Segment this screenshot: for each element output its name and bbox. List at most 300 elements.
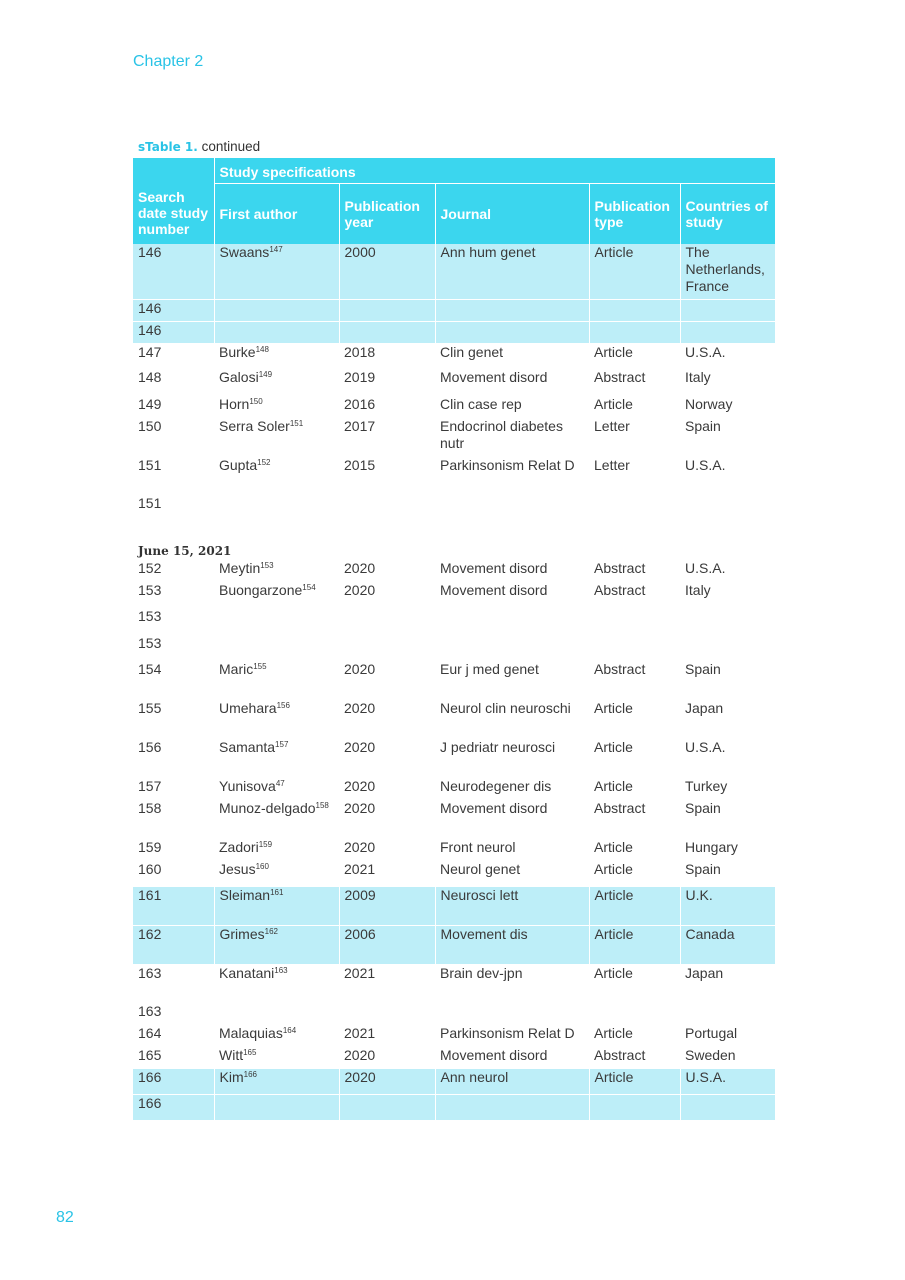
cell-publication-type-text: Article [594,1068,634,1085]
cell-publication-year-text: 2020 [344,777,376,794]
cell-first-author [214,1069,339,1095]
cell-first-author [214,495,339,533]
group-header: Study specifications [214,158,775,183]
cell-first-author-text: Grimes [219,926,265,942]
cell-study-number [133,396,214,418]
cell-journal [435,1095,589,1121]
cell-journal [435,926,589,965]
cell-journal-text: Movement disord [440,1046,548,1063]
cell-publication-type-text: Letter [594,417,630,434]
cell-journal [435,582,589,608]
cell-study-number-text: 165 [138,1046,162,1063]
cell-country [680,965,775,1003]
table-row [133,457,775,495]
table-row [133,635,775,661]
cell-study-number [133,344,214,369]
cell-journal [435,839,589,861]
cell-study-number [133,700,214,739]
table-row [133,608,775,635]
cell-publication-type [589,344,680,369]
cell-publication-year-text: 2020 [344,581,376,598]
cell-first-author [214,778,339,800]
cell-study-number [133,839,214,861]
cell-study-number [133,661,214,700]
cell-study-number-text: 146 [138,322,162,338]
cell-study-number [133,739,214,778]
cell-journal [435,495,589,533]
table-row [133,887,775,926]
column-header: Publication year [339,183,435,244]
cell-country [680,1047,775,1069]
cell-journal-text: Ann neurol [440,1068,509,1085]
cell-publication-year [339,608,435,635]
cell-country-text: Japan [685,965,724,981]
cell-publication-year-text: 2016 [344,395,376,412]
column-header: Publication type [589,183,680,244]
cell-first-author-text: Malaquias [219,1024,283,1041]
table-row [133,1025,775,1047]
cell-first-author [214,635,339,661]
cell-country [680,369,775,396]
cell-country-text: U.S.A. [685,559,726,576]
cell-study-number [133,608,214,635]
cell-publication-year [339,495,435,533]
reference-number: 155 [253,661,267,671]
cell-first-author-text: Kanatani [219,965,275,981]
cell-publication-year-text: 2020 [344,1046,376,1063]
cell-study-number [133,1069,214,1095]
cell-first-author [214,396,339,418]
cell-publication-year [339,926,435,965]
reference-number: 153 [260,560,274,570]
cell-study-number-text: 151 [138,494,162,511]
cell-study-number-text: 163 [138,1002,162,1019]
cell-study-number [133,495,214,533]
reference-number: 164 [282,1025,297,1035]
cell-journal-text: J pedriatr neurosci [440,738,556,755]
cell-study-number [133,926,214,965]
cell-publication-year-text: 2009 [344,886,376,903]
table-row [133,1003,775,1025]
cell-publication-year [339,369,435,396]
cell-publication-type [589,926,680,965]
cell-country-text: Norway [685,395,733,412]
reference-number: 149 [258,369,273,379]
cell-publication-type [589,1003,680,1025]
cell-first-author [214,1003,339,1025]
cell-publication-type-text: Article [594,344,633,360]
cell-study-number [133,861,214,887]
cell-first-author-text: Buongarzone [219,581,303,598]
cell-first-author [214,1095,339,1121]
cell-first-author [214,244,339,300]
cell-first-author-text: Zadori [219,838,259,855]
table-caption-text: continued [197,139,261,154]
table-row [133,495,775,533]
cell-country-text: U.S.A. [685,456,726,473]
cell-publication-type [589,457,680,495]
cell-journal-text: Endocrinol diabetes nutr [440,417,563,451]
cell-journal-text: Movement dis [440,926,528,942]
cell-first-author [214,322,339,344]
cell-publication-type [589,1069,680,1095]
table-row [133,300,775,322]
cell-country [680,887,775,926]
cell-study-number-text: 146 [138,300,162,316]
cell-publication-type-text: Article [594,395,633,412]
cell-publication-type [589,608,680,635]
table-row [133,926,775,965]
cell-country [680,1003,775,1025]
reference-number: 157 [275,739,289,749]
cell-first-author [214,661,339,700]
cell-study-number-text: 147 [138,344,162,360]
cell-study-number-text: 146 [138,243,162,260]
cell-publication-year [339,1047,435,1069]
cell-publication-type [589,800,680,839]
cell-study-number-text: 158 [138,799,162,816]
cell-first-author-text: Munoz-delgado [219,799,316,816]
cell-publication-year-text: 2006 [344,926,376,942]
cell-publication-year-text: 2000 [344,243,376,260]
cell-journal [435,700,589,739]
cell-publication-type [589,739,680,778]
cell-country-text: Italy [685,581,711,598]
cell-country [680,457,775,495]
cell-publication-type [589,1095,680,1121]
cell-country [680,344,775,369]
cell-publication-type [589,635,680,661]
cell-journal [435,887,589,926]
cell-publication-type [589,1025,680,1047]
cell-publication-type-text: Abstract [594,581,646,598]
cell-country [680,396,775,418]
cell-publication-type [589,300,680,322]
cell-country [680,582,775,608]
cell-country-text: Sweden [685,1046,736,1063]
cell-first-author-text: Burke [219,344,256,360]
table-row [133,396,775,418]
table-row [133,861,775,887]
cell-journal [435,1069,589,1095]
cell-journal-text: Parkinsonism Relat D [440,1024,575,1041]
cell-publication-type [589,839,680,861]
cell-publication-type-text: Abstract [594,1046,646,1063]
cell-study-number-text: 154 [138,660,162,677]
cell-publication-year [339,1069,435,1095]
reference-number: 151 [289,418,304,428]
cell-publication-year [339,1095,435,1121]
cell-journal-text: Clin case rep [440,395,522,412]
cell-publication-year-text: 2015 [344,456,376,473]
cell-publication-year [339,582,435,608]
cell-first-author-text: Serra Soler [219,417,290,434]
table-row [133,800,775,839]
cell-publication-year-text: 2020 [344,838,376,855]
cell-journal [435,608,589,635]
cell-publication-year-text: 2021 [344,965,376,981]
cell-study-number [133,800,214,839]
cell-study-number-text: 150 [138,417,162,434]
cell-country-text: U.S.A. [685,344,726,360]
cell-study-number-text: 149 [138,395,162,412]
cell-journal-text: Ann hum genet [440,243,536,260]
reference-number: 158 [315,800,329,810]
cell-country [680,322,775,344]
table-row [133,369,775,396]
table-row [133,839,775,861]
cell-journal [435,1003,589,1025]
cell-publication-year-text: 2018 [344,344,376,360]
cell-publication-year-text: 2021 [344,860,376,877]
cell-country [680,1095,775,1121]
cell-journal-text: Neurosci lett [440,886,519,903]
cell-journal [435,300,589,322]
reference-number: 154 [302,582,316,592]
cell-journal-text: Clin genet [440,344,504,360]
cell-publication-year [339,396,435,418]
cell-publication-type [589,965,680,1003]
cell-study-number [133,635,214,661]
cell-country-text: The Netherlands, France [685,243,765,294]
cell-publication-year [339,418,435,457]
cell-journal-text: Parkinsonism Relat D [440,456,575,473]
table-row [133,418,775,457]
table-row [133,1069,775,1095]
cell-first-author [214,369,339,396]
cell-publication-type-text: Article [594,886,634,903]
cell-publication-type [589,418,680,457]
table-row [133,661,775,700]
cell-study-number-text: 162 [138,926,162,942]
cell-country [680,800,775,839]
cell-first-author [214,300,339,322]
cell-first-author [214,926,339,965]
cell-publication-type [589,244,680,300]
cell-journal [435,418,589,457]
cell-journal-text: Neurodegener dis [440,777,552,794]
cell-publication-year [339,661,435,700]
cell-publication-type-text: Letter [594,456,630,473]
cell-first-author [214,739,339,778]
cell-first-author-text: Witt [219,1046,244,1063]
cell-journal-text: Movement disord [440,799,548,816]
table-row [133,322,775,344]
cell-country-text: U.S.A. [685,738,726,755]
chapter-title: Chapter 2 [133,53,204,70]
cell-journal [435,1047,589,1069]
cell-publication-year-text: 2020 [344,1068,376,1085]
cell-publication-year [339,322,435,344]
page-number: 82 [56,1209,74,1226]
cell-publication-type [589,396,680,418]
cell-journal [435,244,589,300]
cell-publication-year [339,1003,435,1025]
cell-first-author-text: Galosi [219,368,259,385]
date-row [133,533,775,560]
cell-study-number-text: 152 [138,559,162,576]
reference-number: 161 [270,887,284,897]
cell-journal [435,861,589,887]
cell-country [680,300,775,322]
table-row [133,739,775,778]
cell-publication-year [339,344,435,369]
cell-first-author [214,965,339,1003]
cell-study-number-text: 148 [138,368,162,385]
cell-study-number [133,244,214,300]
reference-number: 163 [274,966,288,975]
cell-country-text: Spain [685,660,721,677]
cell-publication-year [339,1025,435,1047]
cell-journal [435,635,589,661]
cell-first-author-text: Sleiman [219,886,271,903]
cell-publication-year [339,965,435,1003]
cell-journal-text: Neurol clin neuroschi [440,699,571,716]
table-row [133,582,775,608]
column-header: Journal [435,183,589,244]
cell-journal [435,739,589,778]
cell-publication-year-text: 2019 [344,368,376,385]
reference-number: 160 [255,861,269,871]
cell-study-number [133,965,214,1003]
cell-journal [435,965,589,1003]
cell-publication-type-text: Abstract [594,660,646,677]
cell-publication-year-text: 2021 [344,1024,376,1041]
cell-publication-type-text: Article [594,699,633,716]
cell-publication-type [589,861,680,887]
cell-country [680,635,775,661]
cell-country [680,700,775,739]
cell-publication-type-text: Article [594,243,634,260]
table-row [133,1095,775,1121]
cell-publication-year [339,560,435,582]
cell-study-number [133,778,214,800]
cell-publication-type-text: Article [594,926,634,942]
cell-first-author-text: Horn [219,395,250,412]
cell-publication-year [339,700,435,739]
cell-publication-year [339,635,435,661]
cell-publication-year [339,887,435,926]
table-row [133,700,775,739]
cell-country-text: Portugal [685,1024,738,1041]
cell-publication-year [339,839,435,861]
cell-study-number [133,322,214,344]
cell-country [680,1069,775,1095]
reference-number: 165 [243,1047,257,1057]
cell-journal [435,322,589,344]
cell-publication-year [339,800,435,839]
cell-study-number [133,369,214,396]
cell-first-author [214,887,339,926]
cell-first-author [214,582,339,608]
reference-number: 156 [276,700,290,710]
cell-publication-type [589,778,680,800]
cell-study-number [133,582,214,608]
cell-country [680,839,775,861]
cell-journal-text: Eur j med genet [440,660,539,677]
cell-study-number [133,1025,214,1047]
cell-study-number-text: 153 [138,634,162,651]
cell-study-number [133,418,214,457]
cell-publication-type-text: Article [594,1024,633,1041]
cell-publication-type [589,322,680,344]
cell-study-number-text: 160 [138,860,162,877]
table-row [133,965,775,1003]
cell-country [680,861,775,887]
reference-number: 47 [275,778,285,788]
cell-publication-year-text: 2017 [344,417,376,434]
cell-country [680,926,775,965]
cell-first-author [214,344,339,369]
cell-first-author-text: Maric [219,660,254,677]
search-date: June 15, 2021 [138,543,232,558]
cell-journal [435,778,589,800]
cell-first-author [214,560,339,582]
column-header: Countries of study [680,183,775,244]
cell-publication-type [589,369,680,396]
cell-publication-type-text: Article [594,838,633,855]
table-row [133,344,775,369]
cell-journal-text: Movement disord [440,559,548,576]
reference-number: 147 [269,244,283,254]
cell-publication-type [589,887,680,926]
reference-number: 152 [257,457,271,467]
cell-study-number-text: 161 [138,886,162,903]
cell-publication-type-text: Article [594,860,633,877]
cell-study-number-text: 163 [138,965,162,981]
cell-study-number-text: 153 [138,581,162,598]
cell-study-number [133,887,214,926]
cell-country-text: Japan [685,699,724,716]
cell-first-author [214,1047,339,1069]
cell-publication-type-text: Abstract [594,368,646,385]
reference-number: 150 [249,396,263,406]
cell-first-author-text: Jesus [219,860,256,877]
cell-journal-text: Movement disord [440,581,548,598]
cell-journal [435,457,589,495]
cell-first-author [214,861,339,887]
study-table [133,158,775,1121]
cell-publication-type [589,700,680,739]
cell-study-number [133,300,214,322]
cell-first-author-text: Kim [219,1068,244,1085]
cell-study-number [133,1095,214,1121]
cell-journal [435,344,589,369]
cell-country-text: Hungary [685,838,738,855]
cell-country-text: Spain [685,417,721,434]
cell-publication-year-text: 2020 [344,799,376,816]
cell-publication-year-text: 2020 [344,660,376,677]
table-row [133,244,775,300]
table-row [133,560,775,582]
cell-study-number-text: 164 [138,1024,162,1041]
cell-country-text: U.K. [685,886,713,903]
reference-number: 159 [258,839,273,849]
cell-publication-year [339,778,435,800]
cell-journal [435,560,589,582]
cell-country [680,661,775,700]
cell-country-text: U.S.A. [685,1068,726,1085]
table-body [133,244,775,1121]
cell-first-author-text: Yunisova [219,777,276,794]
cell-publication-type-text: Article [594,777,633,794]
cell-study-number-text: 159 [138,838,162,855]
column-header: First author [214,183,339,244]
cell-first-author [214,839,339,861]
cell-journal [435,396,589,418]
cell-publication-year-text: 2020 [344,738,376,755]
cell-study-number [133,1003,214,1025]
